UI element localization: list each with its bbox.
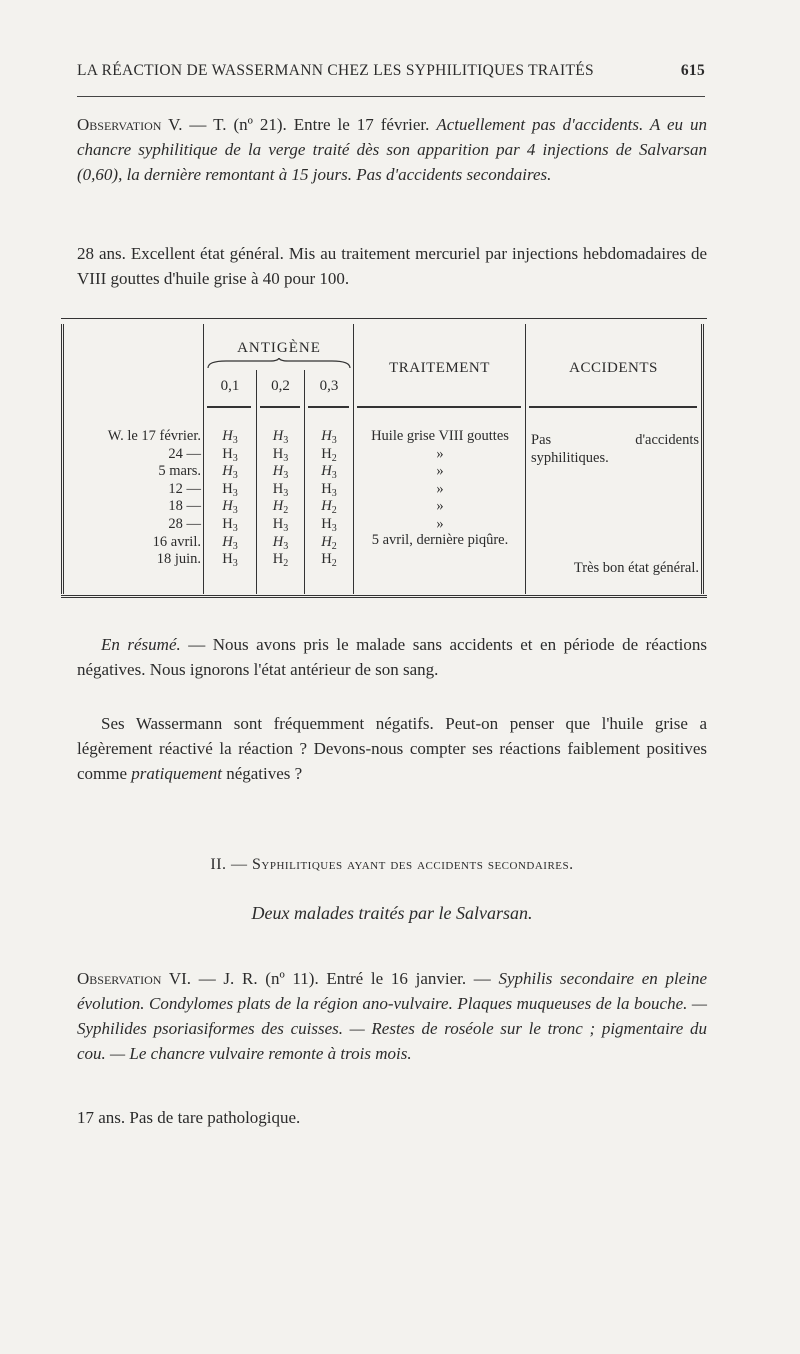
subsection-heading: Deux malades traités par le Salvarsan. [251, 903, 533, 923]
header-underline-d3 [308, 406, 349, 408]
result-letter: H [272, 516, 284, 532]
row-result-dose-2 [257, 551, 304, 570]
section-title: Syphilitiques ayant des accidents secondaires. [252, 856, 574, 873]
result-subscript: 3 [283, 487, 289, 499]
result-subscript: 3 [232, 505, 238, 517]
row-result-dose-2 [257, 446, 304, 465]
result-subscript: 3 [283, 470, 289, 482]
row-date: 16 avril. [152, 533, 201, 550]
antigene-header: ANTIGÈNE [237, 340, 321, 356]
row-result-dose-3 [305, 428, 353, 447]
row-result-dose-1 [204, 481, 256, 500]
result-letter: H [222, 516, 233, 532]
result-subscript: 3 [232, 452, 238, 464]
page-number: 615 [680, 62, 705, 79]
row-result-dose-3 [305, 534, 353, 553]
row-result-dose-1 [204, 498, 256, 517]
result-subscript: 3 [232, 523, 238, 534]
result-subscript: 3 [283, 452, 289, 464]
accidents-header: ACCIDENTS [569, 360, 658, 376]
serology-table [61, 318, 707, 598]
row-traitement: » [436, 516, 444, 532]
result-subscript: 3 [232, 487, 238, 499]
result-subscript: 3 [232, 558, 238, 570]
result-letter: H [222, 463, 233, 480]
row-result-dose-1 [204, 428, 256, 447]
header-underline-d1 [207, 406, 251, 408]
dose-header-3: 0,3 [319, 378, 339, 394]
result-letter: H [321, 463, 332, 480]
result-letter: H [272, 480, 284, 497]
row-traitement: » [436, 463, 444, 480]
result-subscript: 2 [283, 558, 289, 570]
running-header [77, 62, 705, 80]
result-letter: H [222, 498, 233, 515]
row-date: W. le 17 février. [107, 428, 201, 444]
dose-header-2: 0,2 [271, 378, 290, 394]
result-subscript: 3 [283, 523, 289, 534]
observation-v-text: — T. (nº 21). Entre le 17 février. [182, 115, 437, 134]
result-letter: H [321, 480, 332, 497]
running-title: LA RÉACTION DE WASSERMANN CHEZ LES SYPHILITIQUES TRAITÉS [77, 62, 594, 79]
accidents-top: Pas d'accidents syphilitiques. [531, 432, 699, 466]
resume-text: — Nous avons pris le malade sans accidents et en période de réactions négatives. Nous ignorons l'état antérieur de son sang. [77, 635, 707, 679]
row-date: 12 — [168, 480, 201, 497]
result-letter: H [272, 533, 284, 550]
row-result-dose-2 [257, 516, 304, 535]
row-result-dose-3 [305, 463, 353, 482]
result-letter: H [272, 463, 284, 480]
traitement-header: TRAITEMENT [389, 360, 490, 376]
paragraph-17-ans: 17 ans. Pas de tare pathologique. [77, 1108, 301, 1127]
result-subscript: 3 [331, 523, 337, 534]
row-date: 18 juin. [156, 551, 201, 568]
result-letter: H [321, 516, 332, 532]
row-result-dose-3 [305, 516, 353, 535]
row-result-dose-1 [204, 446, 256, 465]
row-result-dose-2 [257, 498, 304, 517]
result-letter: H [321, 445, 332, 462]
row-result-dose-1 [204, 534, 256, 553]
observation-vi [77, 966, 707, 1066]
row-result-dose-3 [305, 551, 353, 570]
row-date: 28 — [168, 516, 201, 532]
section-number: II. — [210, 856, 253, 873]
row-date: 24 — [168, 445, 201, 462]
ses-before: Ses Wassermann sont fréquemment négatifs. Peut-on penser que l'huile grise a légèrement réactivé la réaction ? Devons-nous compter ses réactions faiblement positives comme [77, 714, 707, 783]
ses-after: négatives ? [221, 764, 303, 783]
result-subscript: 3 [232, 435, 238, 446]
result-subscript: 3 [283, 540, 289, 552]
resume-lead: En résumé. [101, 635, 181, 654]
wassermann-paragraph [77, 711, 707, 786]
resume-paragraph [77, 632, 707, 682]
row-result-dose-3 [305, 481, 353, 500]
table-left-border [61, 324, 64, 594]
result-letter: H [222, 480, 233, 497]
row-result-dose-1 [204, 516, 256, 535]
result-letter: H [222, 551, 233, 568]
observation-vi-italic: Syphilis secondaire en pleine évolution. Condylomes plats de la région ano-vulvaire. Plaques muqueuses de la bouche. — Syphilides psoriasiformes des cuisses. — Restes de roséole sur le tronc ; pigmentaire du cou. — Le chancre vulvaire remonte à trois mois. [77, 969, 707, 1063]
result-letter: H [272, 428, 284, 444]
observation-v-italic: Actuellement pas d'accidents. A eu un chancre syphilitique de la verge traité dès son apparition par 4 injections de Salvarsan (0,60), la dernière remontant à 15 jours. Pas d'accidents secondaires. [77, 115, 707, 184]
result-letter: H [272, 498, 284, 515]
result-letter: H [321, 533, 332, 550]
header-underline-d2 [260, 406, 300, 408]
row-traitement: » [436, 445, 444, 462]
result-subscript: 2 [331, 558, 337, 570]
result-subscript: 3 [331, 487, 337, 499]
row-result-dose-3 [305, 446, 353, 465]
row-result-dose-3 [305, 498, 353, 517]
row-traitement: » [436, 498, 444, 515]
result-subscript: 2 [283, 505, 289, 517]
row-traitement: » [436, 480, 444, 497]
result-subscript: 2 [331, 505, 337, 517]
row-date: 18 — [168, 498, 201, 515]
paragraph-28-ans: 28 ans. Excellent état général. Mis au traitement mercuriel par injections hebdomadaires de VIII gouttes d'huile grise à 40 pour 100. [77, 244, 707, 288]
result-subscript: 2 [331, 540, 337, 552]
accidents-bottom: Très bon état général. [573, 560, 699, 576]
row-traitement: Huile grise VIII gouttes [371, 428, 509, 444]
row-date: 5 mars. [158, 463, 201, 480]
ses-italic: pratiquement [131, 764, 222, 783]
dose-header-1: 0,1 [220, 378, 240, 394]
row-result-dose-2 [257, 428, 304, 447]
observation-v-lead: Observation V. [77, 115, 183, 134]
section-heading [77, 856, 707, 874]
result-letter: H [321, 551, 332, 568]
header-rule [77, 96, 705, 97]
result-letter: H [272, 445, 284, 462]
header-underline-accidents [529, 406, 697, 408]
result-subscript: 3 [283, 435, 289, 446]
result-letter: H [272, 551, 284, 568]
row-result-dose-2 [257, 481, 304, 500]
row-result-dose-1 [204, 463, 256, 482]
table-right-border [701, 324, 704, 594]
result-subscript: 3 [232, 540, 238, 552]
result-subscript: 2 [331, 452, 337, 464]
row-result-dose-2 [257, 463, 304, 482]
observation-vi-text: — J. R. (nº 11). Entré le 16 janvier. — [191, 969, 499, 988]
observation-vi-lead: Observation VI. [77, 969, 192, 988]
result-letter: H [222, 533, 233, 550]
row-result-dose-1 [204, 551, 256, 570]
result-letter: H [222, 445, 233, 462]
result-subscript: 3 [232, 470, 238, 482]
header-underline-traitement [357, 406, 521, 408]
result-letter: H [321, 498, 332, 515]
result-subscript: 3 [331, 470, 337, 482]
observation-v [77, 112, 707, 187]
result-letter: H [222, 428, 233, 444]
antigene-brace-icon [206, 358, 352, 370]
row-result-dose-2 [257, 534, 304, 553]
result-letter: H [321, 428, 332, 444]
result-subscript: 3 [331, 435, 337, 446]
traitement-note: 5 avril, dernière piqûre. [371, 532, 509, 548]
